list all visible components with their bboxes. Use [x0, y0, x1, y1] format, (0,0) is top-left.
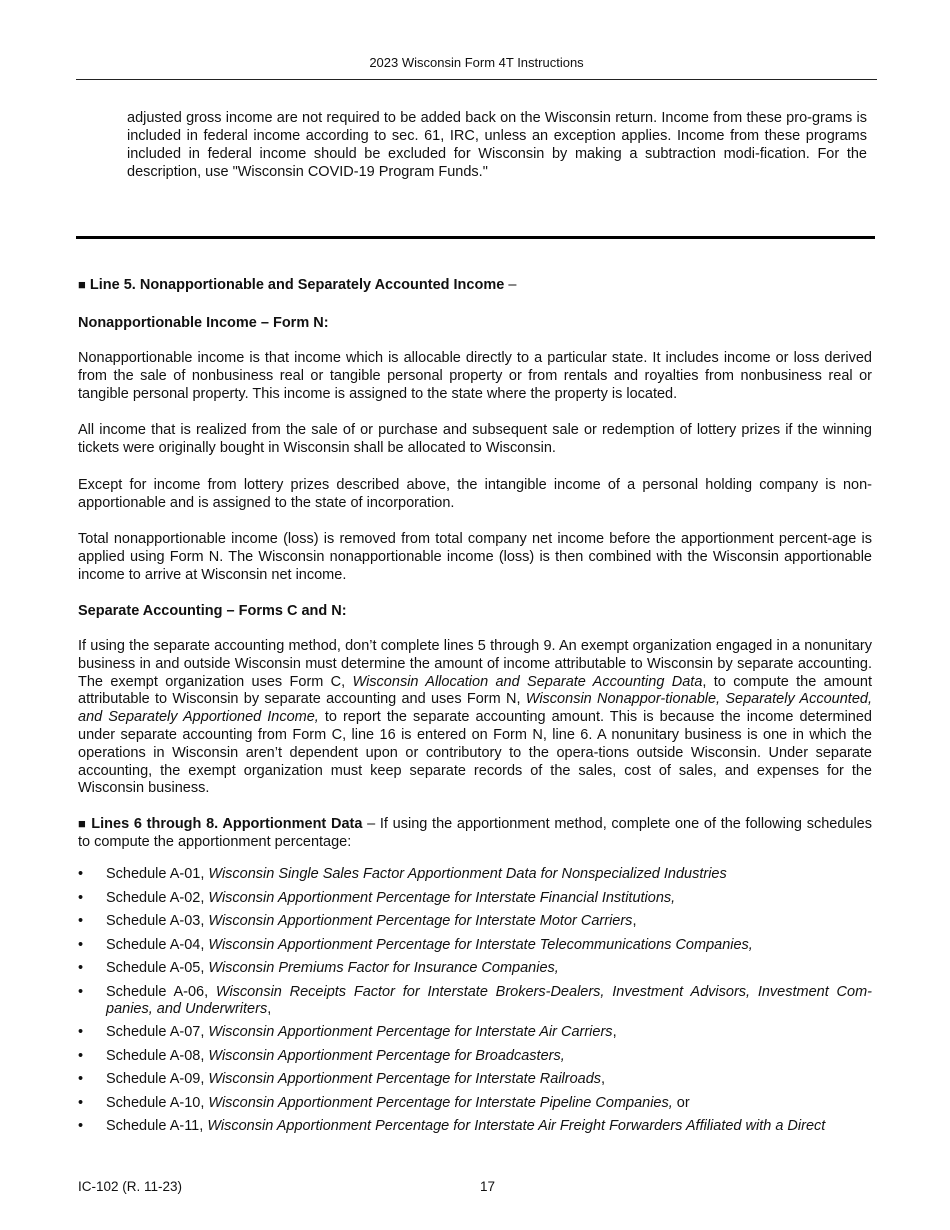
header-divider	[76, 79, 877, 80]
schedule-item	[78, 937, 872, 954]
schedule-title: Wisconsin Receipts Factor for Interstate Brokers-Dealers, Investment Advisors, Investment Com-panies, and Underwriters	[106, 983, 872, 1017]
schedule-name: Schedule A-11,	[106, 1118, 208, 1134]
bullet-dot-icon: •	[78, 1118, 84, 1134]
bullet-dot-icon: •	[78, 889, 84, 906]
schedule-suffix: ,	[612, 1024, 617, 1040]
intro-paragraph: adjusted gross income are not required to be added back on the Wisconsin return. Income from these pro-grams is included in federal income according to sec. 61, IRC, unless an exception applies. Income from these programs included in federal income should be excluded for Wisconsin by making a subtraction modi-fication. For the description, use "Wisconsin COVID-19 Program Funds."	[127, 110, 867, 180]
subheading-separate-accounting: Separate Accounting – Forms C and N:	[78, 603, 347, 619]
schedule-item	[78, 1024, 872, 1041]
schedule-name: Schedule A-05,	[106, 960, 209, 976]
section-square-icon: ■	[78, 816, 87, 831]
schedule-item	[78, 1095, 872, 1112]
schedule-title: Wisconsin Apportionment Percentage for Interstate Telecommunications Companies,	[208, 936, 753, 953]
text-run: to report the separate accounting amount. This is because the income determined under separate accounting from Form C, line 16 is entered on Form N, line 6. A nonunitary business is one in which the operations in Wisconsin aren’t dependent upon or contributory to the opera-tions outside Wisconsin. Under separate accounting, the exempt organization must keep separate records of the sales, cost of sales, and expenses for the Wisconsin business.	[78, 709, 872, 797]
text-run: If using the separate accounting method, don’t complete lines 5 through 9. An exempt organization engaged in a nonunitary business in and outside Wisconsin must determine the amount of income attributable to Wisconsin by separate accounting. The exempt organization uses Form C,	[78, 638, 872, 690]
schedule-item	[78, 913, 872, 930]
text-run: , to compute the amount attributable to Wisconsin by separate accounting and uses Form N,	[78, 673, 873, 708]
schedule-title: Wisconsin Apportionment Percentage for Interstate Railroads	[208, 1071, 602, 1087]
form-n-title: Wisconsin Nonappor-tionable, Separately Accounted, and Separately Apportioned Income,	[78, 691, 872, 726]
schedule-name: Schedule A-10,	[106, 1094, 209, 1111]
paragraph-lottery: All income that is realized from the sale of or purchase and subsequent sale or redemption of lottery prizes if the winning tickets were originally bought in Wisconsin shall be allocated to Wisconsin.	[78, 422, 872, 456]
paragraph-holding-company: Except for income from lottery prizes described above, the intangible income of a personal holding company is non-apportionable and is assigned to the state of incorporation.	[78, 477, 872, 511]
schedule-item	[78, 960, 872, 977]
schedule-name: Schedule A-07,	[106, 1024, 209, 1040]
lines6to8-heading: Lines 6 through 8. Apportionment Data	[91, 816, 363, 832]
schedule-suffix: ,	[601, 1071, 606, 1087]
schedule-title: Wisconsin Premiums Factor for Insurance Companies,	[208, 960, 559, 976]
paragraph-separate-accounting	[78, 638, 872, 798]
page-header: 2023 Wisconsin Form 4T Instructions	[369, 55, 584, 70]
schedule-name: Schedule A-02,	[106, 889, 209, 906]
bullet-dot-icon: •	[78, 1024, 84, 1040]
bullet-dot-icon: •	[78, 913, 84, 929]
paragraph-apportionment-data	[78, 815, 872, 851]
schedule-title: Wisconsin Apportionment Percentage for Interstate Air Carriers	[208, 1024, 613, 1040]
line5-dash: –	[504, 277, 517, 293]
schedule-item	[78, 890, 872, 907]
line5-heading-row	[78, 276, 872, 294]
form-c-title: Wisconsin Allocation and Separate Accounting Data	[352, 673, 703, 690]
schedule-title: Wisconsin Apportionment Percentage for Broadcasters,	[208, 1047, 565, 1064]
bullet-dot-icon: •	[78, 960, 84, 976]
bullet-dot-icon: •	[78, 866, 84, 882]
schedule-item	[78, 984, 872, 1018]
schedule-item	[78, 1048, 872, 1065]
subheading-form-n: Nonapportionable Income – Form N:	[78, 315, 329, 331]
section-divider	[76, 236, 875, 239]
paragraph-nonapportionable: Nonapportionable income is that income which is allocable directly to a particular state. It includes income or loss derived from the sale of nonbusiness real or tangible personal property or from rentals and royalties from nonbusiness real or tangible personal property. This income is assigned to the state where the property is located.	[78, 350, 872, 402]
schedule-suffix: ,	[632, 913, 637, 929]
schedule-title: Wisconsin Single Sales Factor Apportionment Data for Nonspecialized Industries	[208, 866, 727, 882]
schedule-suffix: ,	[267, 1000, 272, 1017]
bullet-dot-icon: •	[78, 1071, 84, 1087]
schedule-item	[78, 1071, 872, 1088]
schedule-title: Wisconsin Apportionment Percentage for Interstate Air Freight Forwarders Affiliated with a Direct	[207, 1118, 826, 1134]
bullet-dot-icon: •	[78, 1094, 84, 1111]
schedule-name: Schedule A-09,	[106, 1071, 209, 1087]
footer-form-id: IC-102 (R. 11-23)	[78, 1179, 183, 1194]
page-number: 17	[479, 1179, 496, 1194]
schedule-name: Schedule A-04,	[106, 936, 209, 953]
bullet-dot-icon: •	[78, 936, 84, 953]
schedule-title: Wisconsin Apportionment Percentage for Interstate Pipeline Companies,	[208, 1094, 673, 1111]
section-square-icon: ■	[78, 277, 86, 292]
lines6to8-text: – If using the apportionment method, complete one of the following schedules to compute the apportionment percentage:	[78, 816, 872, 850]
schedule-title: Wisconsin Apportionment Percentage for Interstate Financial Institutions,	[208, 889, 676, 906]
schedule-name: Schedule A-01,	[106, 866, 209, 882]
schedule-item	[78, 1118, 872, 1135]
bullet-dot-icon: •	[78, 1047, 84, 1064]
schedule-suffix: or	[672, 1094, 690, 1111]
schedule-item	[78, 866, 872, 883]
paragraph-total-nonapportionable: Total nonapportionable income (loss) is removed from total company net income before the apportionment percent-age is applied using Form N. The Wisconsin nonapportionable income (loss) is then combined with the Wisconsin apportionable income to arrive at Wisconsin net income.	[78, 531, 872, 583]
schedule-name: Schedule A-03,	[106, 913, 209, 929]
schedule-name: Schedule A-06,	[106, 983, 216, 1000]
schedule-title: Wisconsin Apportionment Percentage for Interstate Motor Carriers	[208, 913, 633, 929]
line5-heading: Line 5. Nonapportionable and Separately Accounted Income	[89, 277, 505, 293]
bullet-dot-icon: •	[78, 983, 84, 1000]
schedule-name: Schedule A-08,	[106, 1047, 209, 1064]
